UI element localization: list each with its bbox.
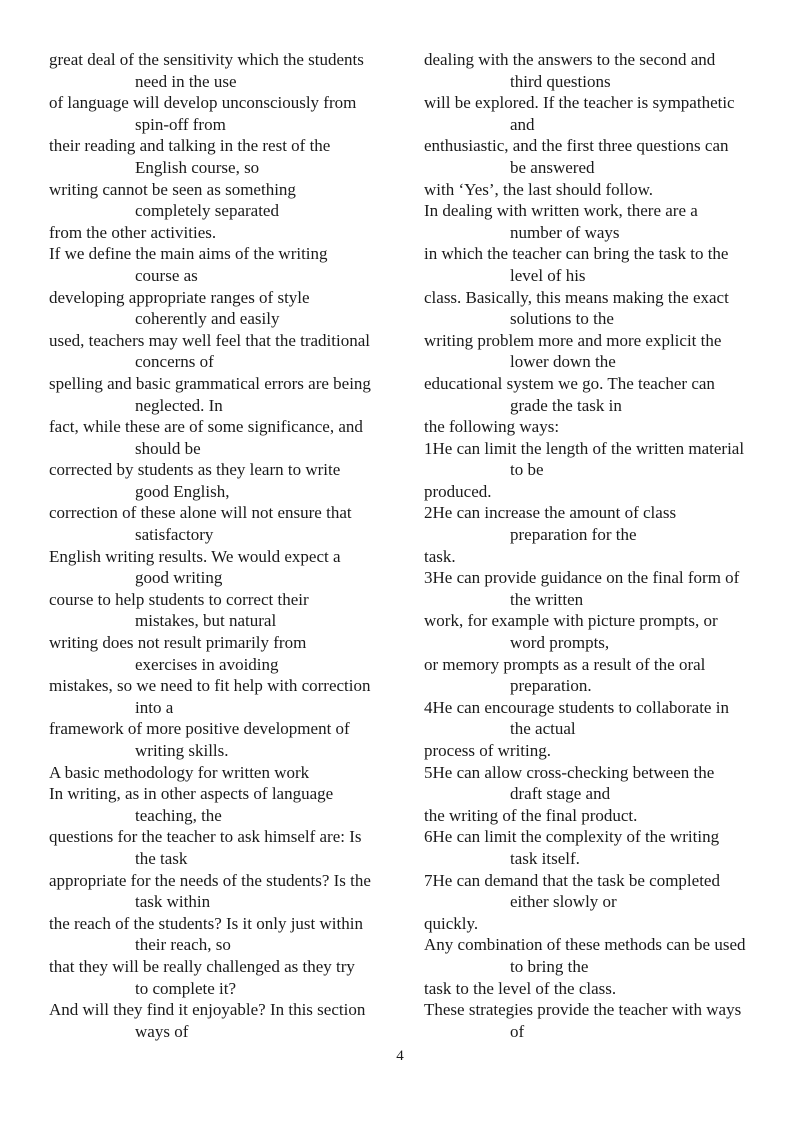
text-line: the following ways: bbox=[424, 417, 560, 437]
text-line: good English, bbox=[135, 481, 230, 501]
text-line: of language will develop unconsciously from bbox=[49, 93, 357, 113]
text-line: word prompts, bbox=[510, 633, 610, 653]
text-line: level of his bbox=[510, 265, 586, 285]
text-line: English course, so bbox=[135, 157, 260, 177]
text-line: writing does not result primarily from bbox=[49, 633, 307, 653]
text-line: course as bbox=[135, 265, 198, 285]
text-line: into a bbox=[135, 697, 174, 717]
text-line: third questions bbox=[510, 71, 611, 91]
text-line: be answered bbox=[510, 157, 595, 177]
text-line: task within bbox=[135, 892, 211, 912]
text-line: framework of more positive development of bbox=[49, 719, 350, 739]
text-line: dealing with the answers to the second and bbox=[424, 50, 716, 69]
text-line: corrected by students as they learn to write bbox=[49, 460, 341, 480]
text-line: the written bbox=[510, 589, 584, 609]
text-line: draft stage and bbox=[510, 784, 611, 804]
text-line: teaching, the bbox=[135, 805, 222, 825]
text-line: If we define the main aims of the writing bbox=[49, 244, 328, 264]
text-line: English writing results. We would expect a bbox=[49, 546, 341, 566]
text-line: quickly. bbox=[424, 913, 479, 933]
text-line: their reach, so bbox=[135, 935, 231, 955]
text-line: should be bbox=[135, 438, 201, 458]
text-line: exercises in avoiding bbox=[135, 654, 279, 674]
text-line: to bring the bbox=[510, 956, 589, 976]
text-line: to be bbox=[510, 460, 544, 480]
text-line: And will they find it enjoyable? In this section bbox=[49, 1000, 366, 1020]
text-line: fact, while these are of some significance, and bbox=[49, 417, 363, 437]
text-line: either slowly or bbox=[510, 892, 617, 912]
text-line: of bbox=[510, 1021, 525, 1041]
text-line: These strategies provide the teacher with ways bbox=[424, 1000, 742, 1020]
text-line: or memory prompts as a result of the oral bbox=[424, 654, 706, 674]
text-line: and bbox=[510, 114, 535, 134]
text-line: the task bbox=[135, 848, 188, 868]
text-line: their reading and talking in the rest of the bbox=[49, 136, 331, 156]
text-line: 3He can provide guidance on the final form of bbox=[424, 568, 740, 588]
text-line: In writing, as in other aspects of language bbox=[49, 784, 334, 804]
text-line: good writing bbox=[135, 568, 223, 588]
text-line: the actual bbox=[510, 719, 576, 739]
text-line: task itself. bbox=[510, 848, 580, 868]
text-line: 1He can limit the length of the written material bbox=[424, 438, 745, 458]
text-line: solutions to the bbox=[510, 309, 614, 329]
text-line: writing skills. bbox=[135, 741, 229, 760]
text-line: produced. bbox=[424, 481, 492, 501]
text-line: class. Basically, this means making the exact bbox=[424, 287, 729, 307]
text-line: from the other activities. bbox=[49, 222, 217, 242]
text-line: Any combination of these methods can be used bbox=[424, 935, 746, 955]
text-line: that they will be really challenged as they try bbox=[49, 956, 355, 976]
text-line: appropriate for the needs of the students? Is the bbox=[49, 870, 371, 890]
text-line: in which the teacher can bring the task to the bbox=[424, 244, 729, 264]
text-line: task. bbox=[424, 546, 456, 566]
text-line: work, for example with picture prompts, or bbox=[424, 611, 718, 631]
text-line: enthusiastic, and the first three questions can bbox=[424, 136, 729, 156]
text-line: process of writing. bbox=[424, 741, 552, 760]
text-line: course to help students to correct their bbox=[49, 589, 309, 609]
text-line: 4He can encourage students to collaborate in bbox=[424, 697, 729, 717]
text-line: preparation for the bbox=[510, 525, 637, 545]
text-line: lower down the bbox=[510, 352, 616, 372]
page-number-text: 4 bbox=[396, 1048, 404, 1064]
text-line: used, teachers may well feel that the traditional bbox=[49, 330, 370, 350]
text-line: 2He can increase the amount of class bbox=[424, 503, 677, 523]
text-line: 5He can allow cross-checking between the bbox=[424, 762, 715, 782]
text-line: educational system we go. The teacher can bbox=[424, 373, 715, 393]
text-line: to complete it? bbox=[135, 978, 237, 998]
text-line: A basic methodology for written work bbox=[49, 762, 310, 782]
page-number bbox=[0, 1046, 800, 1066]
text-line: correction of these alone will not ensure that bbox=[49, 503, 352, 523]
text-line: the reach of the students? Is it only just within bbox=[49, 913, 363, 933]
text-line: 6He can limit the complexity of the writing bbox=[424, 827, 720, 847]
text-line: completely separated bbox=[135, 201, 279, 221]
text-line: neglected. In bbox=[135, 395, 223, 415]
right-text-column bbox=[424, 49, 786, 1042]
text-line: concerns of bbox=[135, 352, 214, 372]
text-line: satisfactory bbox=[135, 525, 214, 545]
text-line: spin-off from bbox=[135, 114, 226, 134]
text-line: grade the task in bbox=[510, 395, 622, 415]
text-line: 7He can demand that the task be completed bbox=[424, 870, 720, 890]
text-line: number of ways bbox=[510, 222, 620, 242]
text-line: questions for the teacher to ask himself are: Is bbox=[49, 827, 362, 847]
text-line: the writing of the final product. bbox=[424, 805, 638, 825]
text-line: mistakes, so we need to fit help with correction bbox=[49, 676, 371, 696]
text-line: with ‘Yes’, the last should follow. bbox=[424, 179, 654, 199]
text-line: coherently and easily bbox=[135, 309, 280, 329]
text-line: developing appropriate ranges of style bbox=[49, 287, 310, 307]
text-line: mistakes, but natural bbox=[135, 611, 277, 631]
text-line: need in the use bbox=[135, 71, 237, 91]
text-line: In dealing with written work, there are a bbox=[424, 201, 698, 221]
text-line: great deal of the sensitivity which the students bbox=[49, 50, 364, 69]
text-line: writing problem more and more explicit the bbox=[424, 330, 722, 350]
text-line: will be explored. If the teacher is sympathetic bbox=[424, 93, 735, 113]
text-line: task to the level of the class. bbox=[424, 978, 617, 998]
text-line: ways of bbox=[135, 1021, 189, 1041]
left-text-column bbox=[49, 49, 411, 1042]
text-line: spelling and basic grammatical errors are being bbox=[49, 373, 371, 393]
text-line: preparation. bbox=[510, 676, 592, 696]
text-line: writing cannot be seen as something bbox=[49, 179, 296, 199]
